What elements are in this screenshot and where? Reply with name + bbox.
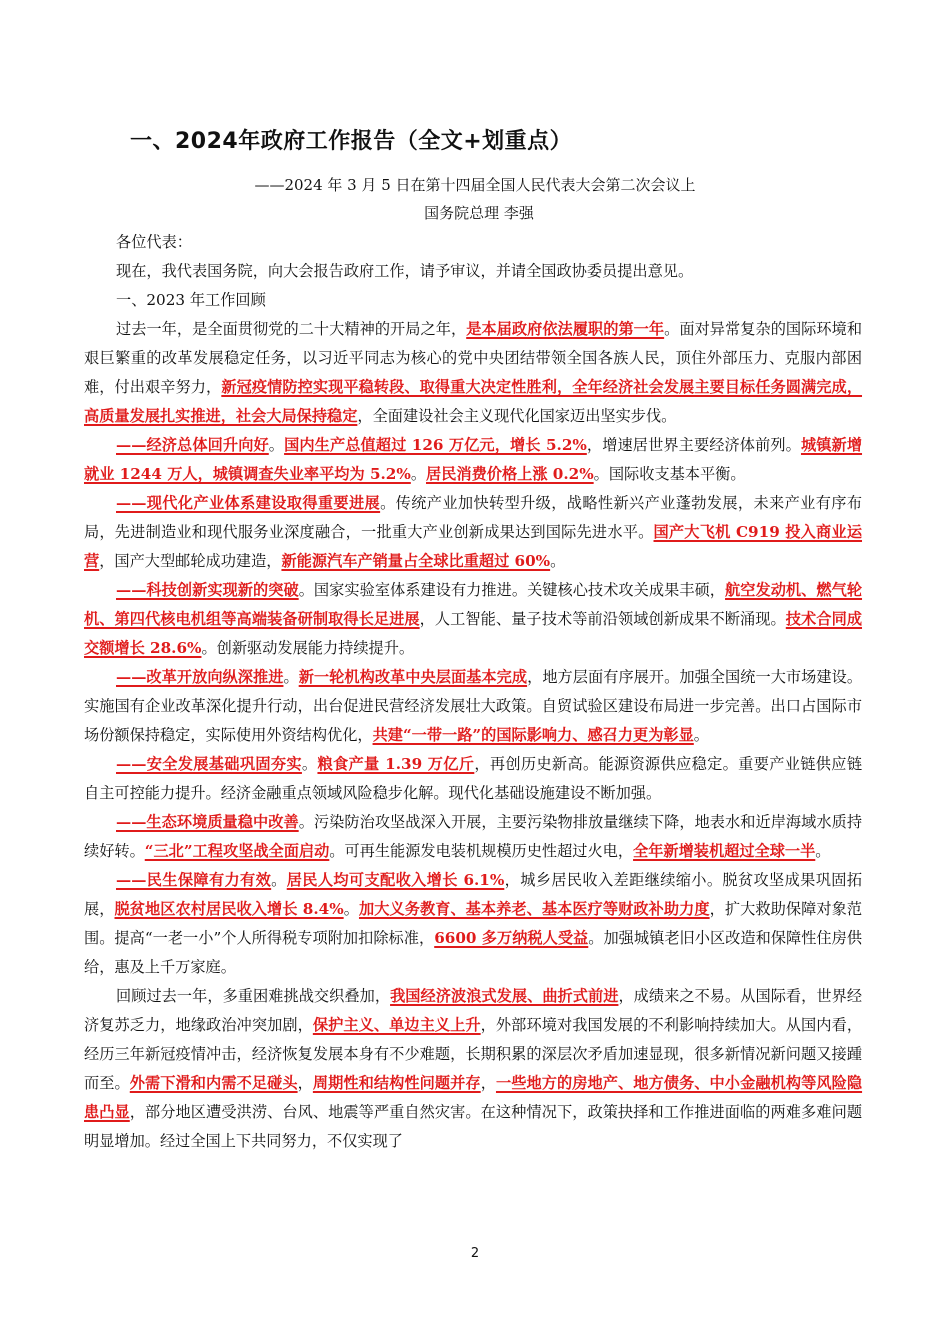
paragraph-text: 。可再生能源发电装机规模历史性超过火电，	[329, 842, 634, 860]
paragraph-text: 。国家实验室体系建设有力推进。关键核心技术攻关成果丰硕，	[298, 581, 726, 599]
highlighted-key-point: 国内生产总值超过 126 万亿元，增长 5.2%	[284, 436, 587, 454]
highlighted-key-point: 加大义务教育、基本养老、基本医疗等财政补助力度	[358, 900, 710, 918]
paragraph-text: 。	[343, 900, 359, 918]
highlighted-key-point: 我国经济波浪式发展、曲折式前进	[390, 987, 619, 1005]
paragraph-text: 一、2023 年工作回顾	[116, 291, 266, 309]
highlighted-key-point: 城镇新增就业 1244 万人，城镇调查失业率平均为 5.2%	[84, 436, 863, 483]
highlighted-key-point: 是本届政府依法履职的第一年	[466, 320, 665, 338]
body-paragraph	[84, 663, 862, 750]
highlighted-key-point: 6600 多万纳税人受益	[434, 929, 589, 947]
highlighted-key-point: 新能源汽车产销量占全球比重超过 60%	[281, 552, 551, 570]
paragraph-text: 。	[550, 552, 566, 570]
body-paragraph	[84, 982, 862, 1156]
paragraph-text: 。	[271, 871, 287, 889]
highlighted-key-point: 航空发动机、燃气轮机、第四代核电机组等高端装备研制取得长足进展	[84, 581, 863, 628]
highlighted-key-point: 居民消费价格上涨 0.2%	[426, 465, 594, 483]
paragraph-text: ，人工智能、量子技术等前沿领域创新成果不断涌现。	[419, 610, 786, 628]
paragraph-text: ，	[480, 1074, 496, 1092]
paragraph-text: ，外部环境对我国发展的不利影响持续加大。从国内看，经历三年新冠疫情冲击，经济恢复发展本身有不少难题，长期积累的深层次矛盾加速显现，很多新情况新问题又接踵而至。	[84, 1016, 863, 1092]
subtitle-occasion: ——2024 年 3 月 5 日在第十四届全国人民代表大会第二次会议上	[254, 176, 696, 194]
highlighted-key-point: 一些地方的房地产、地方债务、中小金融机构等风险隐患凸显	[84, 1074, 863, 1121]
body-paragraph	[84, 431, 862, 489]
paragraph-text: 。创新驱动发展能力持续提升。	[201, 639, 415, 657]
report-body	[84, 228, 862, 1156]
highlighted-key-point: 脱贫地区农村居民收入增长 8.4%	[114, 900, 344, 918]
paragraph-text: 。面对异常复杂的国际环境和艰巨繁重的改革发展稳定任务，以习近平同志为核心的党中央团结带领全国各族人民，顶住外部压力、克服内部困难，付出艰辛努力，	[84, 320, 863, 396]
highlighted-key-point: 新冠疫情防控实现平稳转段、取得重大决定性胜利，全年经济社会发展主要目标任务圆满完成，高质量发展扎实推进，社会大局保持稳定	[84, 378, 863, 425]
paragraph-text: 回顾过去一年，多重困难挑战交织叠加，	[116, 987, 391, 1005]
highlighted-key-point: 居民人均可支配收入增长 6.1%	[286, 871, 505, 889]
paragraph-text: 。	[301, 755, 318, 773]
paragraph-text: ，	[297, 1074, 313, 1092]
paragraph-text: 各位代表：	[116, 233, 192, 251]
body-paragraph	[84, 576, 862, 663]
paragraph-text: 。	[283, 668, 299, 686]
paragraph-text: 。污染防治攻坚战深入开展，主要污染物排放量继续下降，地表水和近岸海域水质持续好转。	[84, 813, 863, 860]
highlighted-key-point: ——科技创新实现新的突破	[116, 581, 299, 599]
paragraph-text: 。国际收支基本平衡。	[593, 465, 746, 483]
highlighted-key-point: 共建“一带一路”的国际影响力、感召力更为彰显	[372, 726, 694, 744]
highlighted-key-point: ——民生保障有力有效	[116, 871, 272, 889]
paragraph-text: ，城乡居民收入差距继续缩小。脱贫攻坚成果巩固拓展，	[84, 871, 863, 918]
highlighted-key-point: 粮食产量 1.39 万亿斤	[317, 755, 475, 773]
paragraph-text: 。	[268, 436, 285, 454]
paragraph-text: ，扩大救助保障对象范围。提高“一老一小”个人所得税专项附加扣除标准，	[84, 900, 863, 947]
highlighted-key-point: 周期性和结构性问题并存	[312, 1074, 481, 1092]
paragraph-text: ，地方层面有序展开。加强全国统一大市场建设。实施国有企业改革深化提升行动，出台促进民营经济发展壮大政策。自贸试验区建设布局进一步完善。出口占国际市场份额保持稳定，实际使用外资结构优化，	[84, 668, 863, 744]
paragraph-text: ，再创历史新高。能源资源供应稳定。重要产业链供应链自主可控能力提升。经济金融重点领域风险稳步化解。现代化基础设施建设不断加强。	[84, 755, 863, 802]
paragraph-text: ，部分地区遭受洪涝、台风、地震等严重自然灾害。在这种情况下，政策抉择和工作推进面临的两难多难问题明显增加。经过全国上下共同努力，不仅实现了	[84, 1103, 863, 1150]
subtitle-speaker: 国务院总理 李强	[424, 204, 534, 222]
body-paragraph	[84, 286, 862, 315]
paragraph-text: 。	[815, 842, 831, 860]
paragraph-text: ，增速居世界主要经济体前列。	[586, 436, 801, 454]
body-paragraph	[84, 808, 862, 866]
paragraph-text: 过去一年，是全面贯彻党的二十大精神的开局之年，	[116, 320, 467, 338]
body-paragraph	[84, 315, 862, 431]
highlighted-key-point: ——安全发展基础巩固夯实	[116, 755, 302, 773]
highlighted-key-point: ——生态环境质量稳中改善	[116, 813, 299, 831]
body-paragraph	[84, 228, 862, 257]
paragraph-text: ，成绩来之不易。从国际看，世界经济复苏乏力，地缘政治冲突加剧，	[84, 987, 863, 1034]
page-number: 2	[470, 1246, 480, 1261]
paragraph-text: 。	[693, 726, 709, 744]
highlighted-key-point: ——经济总体回升向好	[116, 436, 269, 454]
highlighted-key-point: 新一轮机构改革中央层面基本完成	[298, 668, 528, 686]
page-title: 一、2024年政府工作报告（全文+划重点）	[130, 129, 573, 154]
paragraph-text: 。加强城镇老旧小区改造和保障性住房供给，惠及上千万家庭。	[84, 929, 863, 976]
highlighted-key-point: ——改革开放向纵深推进	[116, 668, 284, 686]
body-paragraph	[84, 866, 862, 982]
highlighted-key-point: 保护主义、单边主义上升	[312, 1016, 481, 1034]
paragraph-text: 。	[410, 465, 426, 483]
highlighted-key-point: “三北”工程攻坚战全面启动	[144, 842, 330, 860]
body-paragraph	[84, 489, 862, 576]
highlighted-key-point: 全年新增装机超过全球一半	[633, 842, 816, 860]
body-paragraph	[84, 257, 862, 286]
highlighted-key-point: 外需下滑和内需不足碰头	[129, 1074, 298, 1092]
paragraph-text: 。传统产业加快转型升级，战略性新兴产业蓬勃发展，未来产业有序布局，先进制造业和现代服务业深度融合，一批重大产业创新成果达到国际先进水平。	[84, 494, 863, 541]
body-paragraph	[84, 750, 862, 808]
paragraph-text: ，国产大型邮轮成功建造，	[99, 552, 282, 570]
highlighted-key-point: 国产大飞机 C919 投入商业运营	[84, 523, 863, 570]
paragraph-text: 现在，我代表国务院，向大会报告政府工作，请予审议，并请全国政协委员提出意见。	[116, 262, 694, 280]
highlighted-key-point: 技术合同成交额增长 28.6%	[84, 610, 863, 657]
highlighted-key-point: ——现代化产业体系建设取得重要进展	[116, 494, 381, 512]
paragraph-text: ，全面建设社会主义现代化国家迈出坚实步伐。	[357, 407, 677, 425]
